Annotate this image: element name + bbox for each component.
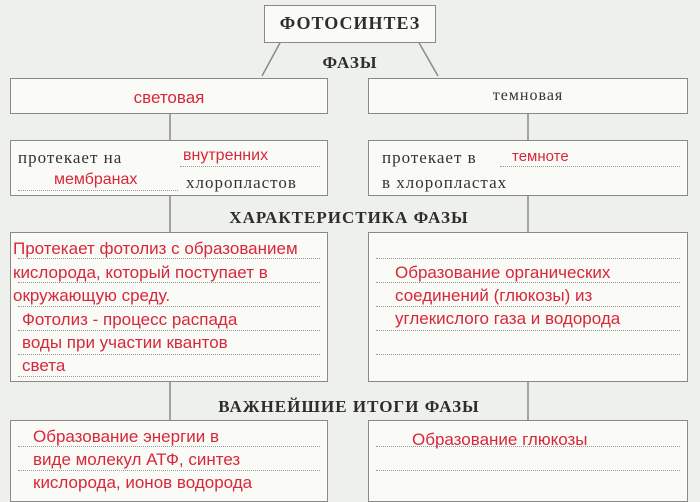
results-light-line: Образование энергии в [33, 427, 220, 446]
characteristic-light-line: кислорода, который поступает в [13, 263, 268, 282]
dotted-line [18, 330, 320, 331]
characteristic-dark-line: соединений (глюкозы) из [395, 286, 593, 305]
dotted-line [376, 470, 680, 471]
location-dark-fill: темноте [512, 148, 569, 165]
characteristic-dark-line: углекислого газа и водорода [395, 309, 621, 328]
dotted-line [180, 166, 320, 167]
results-dark-line: Образование глюкозы [412, 430, 588, 449]
phases-label: ФАЗЫ [322, 53, 378, 72]
dotted-line [18, 190, 178, 191]
characteristic-light-line: света [22, 356, 66, 375]
phase-light: световая [133, 88, 205, 107]
dotted-line [376, 354, 680, 355]
location-light-prefix: протекает на [18, 148, 123, 167]
dotted-line [500, 166, 680, 167]
dotted-line [18, 470, 320, 471]
characteristic-light-line: Фотолиз - процесс распада [22, 310, 238, 329]
dotted-line [376, 330, 680, 331]
results-heading: ВАЖНЕЙШИЕ ИТОГИ ФАЗЫ [218, 397, 480, 416]
location-dark-prefix: протекает в [382, 148, 477, 167]
location-light-suffix: хлоропластов [186, 173, 297, 192]
characteristic-dark-box [368, 232, 688, 382]
characteristic-dark-line: Образование органических [395, 263, 611, 282]
dotted-line [376, 282, 680, 283]
characteristic-light-line: окружающую среду. [13, 286, 171, 305]
dotted-line [18, 258, 320, 259]
phase-dark: темновая [492, 87, 564, 104]
dotted-line [18, 376, 320, 377]
results-light-line: кислорода, ионов водорода [33, 473, 253, 492]
characteristic-light-line: Протекает фотолиз с образованием [13, 239, 298, 258]
dotted-line [18, 306, 320, 307]
results-light-line: виде молекул АТФ, синтез [33, 450, 241, 469]
characteristic-heading: ХАРАКТЕРИСТИКА ФАЗЫ [229, 208, 469, 227]
location-dark-suffix: в хлоропластах [382, 173, 508, 192]
location-light-fill-1: внутренних [183, 147, 269, 164]
dotted-line [18, 354, 320, 355]
dotted-line [376, 306, 680, 307]
location-light-fill-2: мембранах [54, 171, 138, 188]
dotted-line [18, 446, 320, 447]
dotted-line [376, 258, 680, 259]
dotted-line [18, 282, 320, 283]
title: ФОТОСИНТЕЗ [279, 13, 421, 33]
characteristic-light-line: воды при участии квантов [22, 333, 228, 352]
